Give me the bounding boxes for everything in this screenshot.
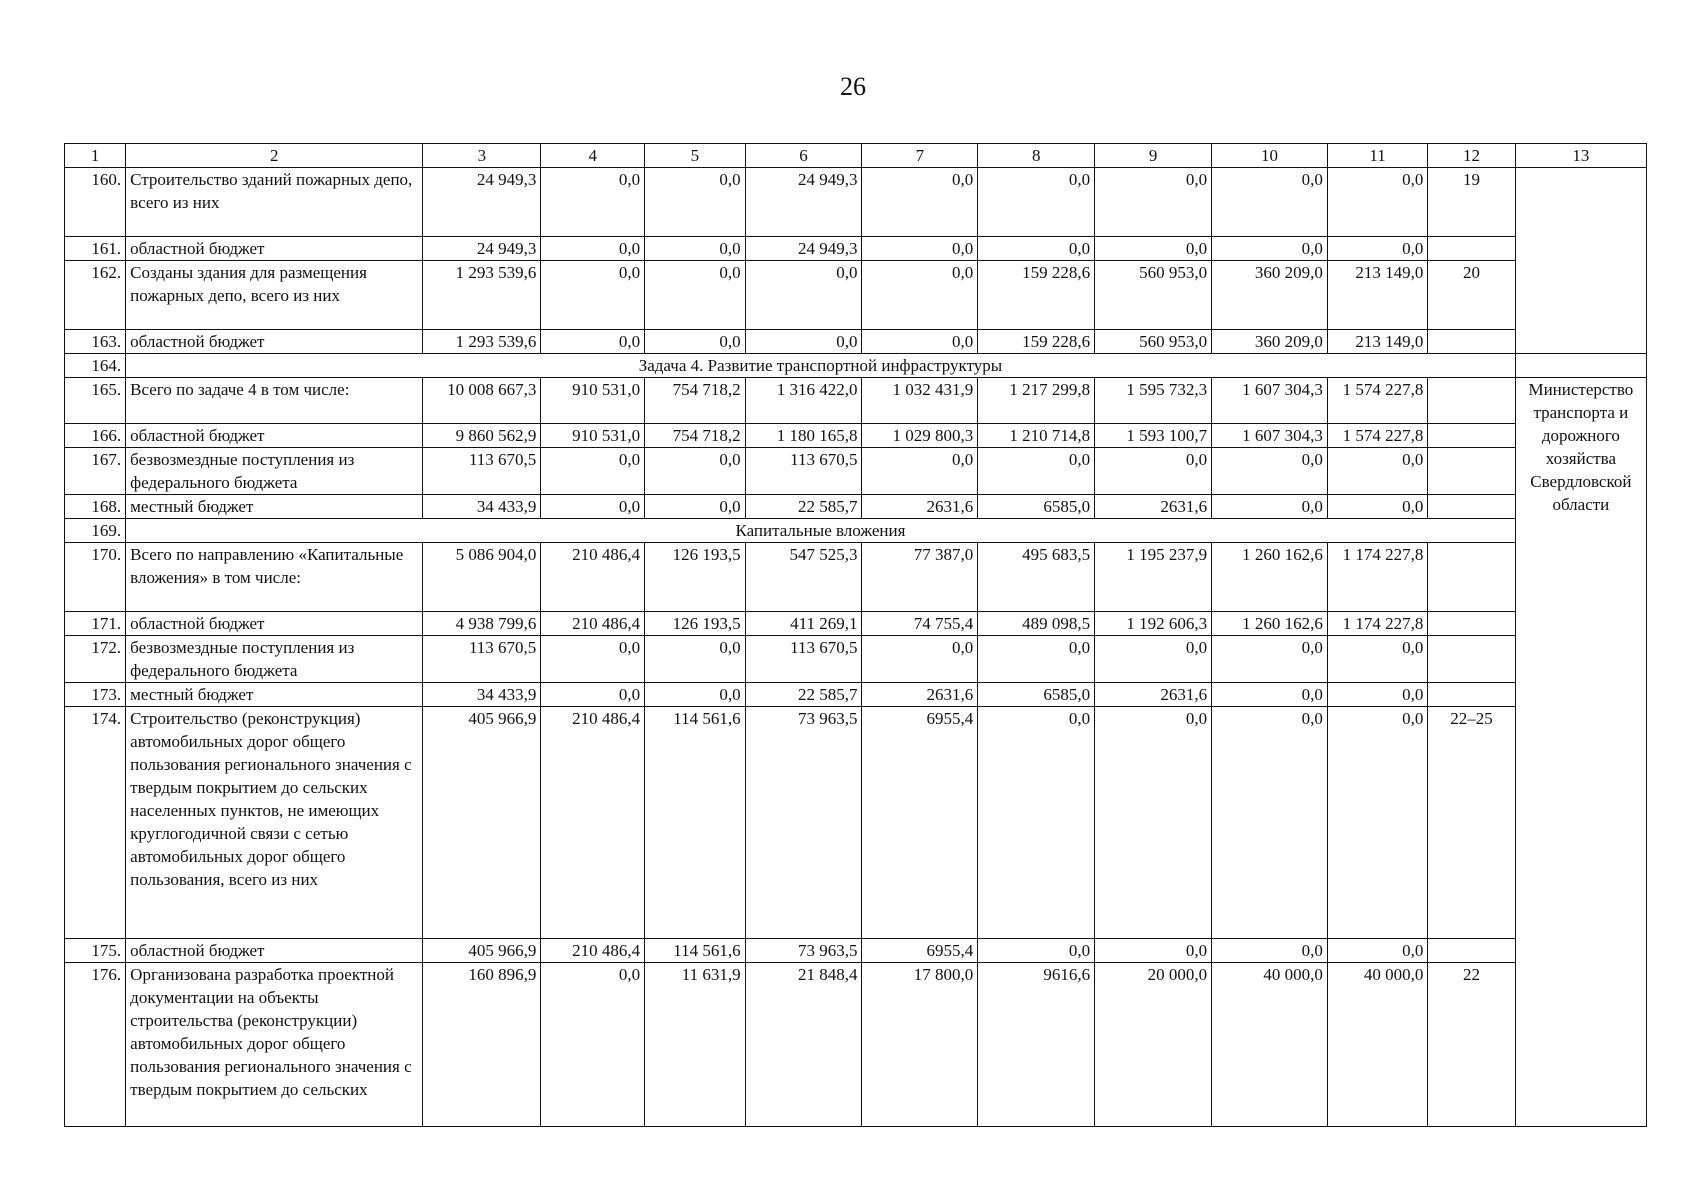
- reference-cell: [1428, 543, 1515, 612]
- value-cell: 0,0: [1212, 707, 1328, 939]
- value-cell: 1 293 539,6: [423, 261, 541, 330]
- column-header: 3: [423, 144, 541, 168]
- row-number: 164.: [65, 354, 126, 378]
- table-row: [65, 354, 1647, 378]
- table-row: [65, 330, 1647, 354]
- row-label: областной бюджет: [126, 237, 423, 261]
- row-label: Строительство зданий пожарных депо, всего из них: [126, 168, 423, 237]
- row-number: 169.: [65, 519, 126, 543]
- row-label: безвозмездные поступления из федерального бюджета: [126, 448, 423, 495]
- value-cell: 0,0: [1327, 237, 1428, 261]
- row-number: 162.: [65, 261, 126, 330]
- table-row: [65, 424, 1647, 448]
- value-cell: 0,0: [1095, 168, 1212, 237]
- row-number: 170.: [65, 543, 126, 612]
- value-cell: 9 860 562,9: [423, 424, 541, 448]
- row-label: Строительство (реконструкция) автомобильных дорог общего пользования регионального значения с твердым покрытием до сельских населенных пунктов, не имеющих круглогодичной связи с сетью автомобильных дорог общего пользования, всего из них: [126, 707, 423, 939]
- row-number: 168.: [65, 495, 126, 519]
- value-cell: 213 149,0: [1327, 261, 1428, 330]
- column-header: 11: [1327, 144, 1428, 168]
- value-cell: 210 486,4: [541, 707, 645, 939]
- row-label: Всего по задаче 4 в том числе:: [126, 378, 423, 424]
- value-cell: 0,0: [978, 707, 1095, 939]
- value-cell: 0,0: [541, 168, 645, 237]
- value-cell: 34 433,9: [423, 495, 541, 519]
- value-cell: 411 269,1: [745, 612, 862, 636]
- value-cell: 0,0: [645, 261, 746, 330]
- value-cell: 754 718,2: [645, 424, 746, 448]
- value-cell: 0,0: [1212, 237, 1328, 261]
- table-row: [65, 543, 1647, 612]
- value-cell: 0,0: [1095, 939, 1212, 963]
- table-row: [65, 612, 1647, 636]
- table-row: [65, 168, 1647, 237]
- value-cell: 0,0: [1095, 636, 1212, 683]
- reference-cell: 22–25: [1428, 707, 1515, 939]
- row-label: областной бюджет: [126, 939, 423, 963]
- reference-cell: [1428, 939, 1515, 963]
- executor-cell: [1515, 168, 1646, 354]
- value-cell: 4 938 799,6: [423, 612, 541, 636]
- value-cell: 0,0: [978, 168, 1095, 237]
- executor-ministry: Министерство транспорта и дорожного хозяйства Свердловской области: [1515, 378, 1646, 1127]
- value-cell: 0,0: [1327, 683, 1428, 707]
- row-label: безвозмездные поступления из федерального бюджета: [126, 636, 423, 683]
- value-cell: 0,0: [1327, 707, 1428, 939]
- reference-cell: [1428, 237, 1515, 261]
- row-number: 176.: [65, 963, 126, 1127]
- row-label: областной бюджет: [126, 424, 423, 448]
- value-cell: 0,0: [1327, 636, 1428, 683]
- value-cell: 360 209,0: [1212, 261, 1328, 330]
- value-cell: 0,0: [978, 939, 1095, 963]
- value-cell: 159 228,6: [978, 330, 1095, 354]
- row-number: 171.: [65, 612, 126, 636]
- value-cell: 11 631,9: [645, 963, 746, 1127]
- value-cell: 0,0: [1212, 636, 1328, 683]
- reference-cell: [1428, 378, 1515, 424]
- value-cell: 1 192 606,3: [1095, 612, 1212, 636]
- row-label: местный бюджет: [126, 495, 423, 519]
- value-cell: 6955,4: [862, 707, 978, 939]
- value-cell: 0,0: [1327, 939, 1428, 963]
- value-cell: 1 210 714,8: [978, 424, 1095, 448]
- value-cell: 22 585,7: [745, 683, 862, 707]
- column-header: 8: [978, 144, 1095, 168]
- value-cell: 2631,6: [1095, 495, 1212, 519]
- row-number: 167.: [65, 448, 126, 495]
- value-cell: 159 228,6: [978, 261, 1095, 330]
- value-cell: 24 949,3: [745, 168, 862, 237]
- value-cell: 77 387,0: [862, 543, 978, 612]
- value-cell: 0,0: [1095, 448, 1212, 495]
- row-number: 160.: [65, 168, 126, 237]
- reference-cell: [1428, 636, 1515, 683]
- section-heading: Капитальные вложения: [126, 519, 1516, 543]
- value-cell: 1 180 165,8: [745, 424, 862, 448]
- column-header-row: [65, 144, 1647, 168]
- value-cell: 114 561,6: [645, 707, 746, 939]
- value-cell: 20 000,0: [1095, 963, 1212, 1127]
- value-cell: 126 193,5: [645, 543, 746, 612]
- value-cell: 0,0: [978, 636, 1095, 683]
- value-cell: 754 718,2: [645, 378, 746, 424]
- value-cell: 0,0: [541, 636, 645, 683]
- value-cell: 0,0: [645, 636, 746, 683]
- value-cell: 73 963,5: [745, 707, 862, 939]
- table-row: [65, 963, 1647, 1127]
- value-cell: 113 670,5: [745, 636, 862, 683]
- table-row: [65, 448, 1647, 495]
- value-cell: 0,0: [645, 237, 746, 261]
- value-cell: 1 174 227,8: [1327, 612, 1428, 636]
- value-cell: 0,0: [645, 495, 746, 519]
- value-cell: 0,0: [1212, 939, 1328, 963]
- value-cell: 40 000,0: [1327, 963, 1428, 1127]
- reference-cell: 22: [1428, 963, 1515, 1127]
- column-header: 2: [126, 144, 423, 168]
- value-cell: 6585,0: [978, 495, 1095, 519]
- row-number: 174.: [65, 707, 126, 939]
- value-cell: 489 098,5: [978, 612, 1095, 636]
- row-number: 175.: [65, 939, 126, 963]
- column-header: 1: [65, 144, 126, 168]
- value-cell: 0,0: [862, 330, 978, 354]
- row-label: местный бюджет: [126, 683, 423, 707]
- table-row: [65, 519, 1647, 543]
- value-cell: 0,0: [645, 448, 746, 495]
- value-cell: 1 607 304,3: [1212, 424, 1328, 448]
- value-cell: 0,0: [745, 261, 862, 330]
- table-row: [65, 707, 1647, 939]
- value-cell: 560 953,0: [1095, 330, 1212, 354]
- value-cell: 0,0: [978, 237, 1095, 261]
- value-cell: 0,0: [862, 168, 978, 237]
- value-cell: 0,0: [645, 683, 746, 707]
- value-cell: 0,0: [1327, 168, 1428, 237]
- value-cell: 6585,0: [978, 683, 1095, 707]
- value-cell: 405 966,9: [423, 939, 541, 963]
- value-cell: 10 008 667,3: [423, 378, 541, 424]
- value-cell: 0,0: [541, 495, 645, 519]
- value-cell: 24 949,3: [423, 168, 541, 237]
- value-cell: 0,0: [1212, 168, 1328, 237]
- row-label: Организована разработка проектной документации на объекты строительства (реконструкции) автомобильных дорог общего пользования регионального значения с твердым покрытием до сельских: [126, 963, 423, 1127]
- column-header: 13: [1515, 144, 1646, 168]
- budget-table: [64, 143, 1647, 1127]
- value-cell: 547 525,3: [745, 543, 862, 612]
- value-cell: 9616,6: [978, 963, 1095, 1127]
- value-cell: 0,0: [541, 330, 645, 354]
- reference-cell: [1428, 424, 1515, 448]
- value-cell: 17 800,0: [862, 963, 978, 1127]
- row-label: областной бюджет: [126, 612, 423, 636]
- row-label: областной бюджет: [126, 330, 423, 354]
- value-cell: 1 316 422,0: [745, 378, 862, 424]
- row-number: 172.: [65, 636, 126, 683]
- value-cell: 34 433,9: [423, 683, 541, 707]
- value-cell: 0,0: [862, 636, 978, 683]
- value-cell: 0,0: [862, 448, 978, 495]
- value-cell: 213 149,0: [1327, 330, 1428, 354]
- column-header: 10: [1212, 144, 1328, 168]
- value-cell: 360 209,0: [1212, 330, 1328, 354]
- value-cell: 405 966,9: [423, 707, 541, 939]
- column-header: 12: [1428, 144, 1515, 168]
- value-cell: 1 607 304,3: [1212, 378, 1328, 424]
- value-cell: 910 531,0: [541, 378, 645, 424]
- value-cell: 910 531,0: [541, 424, 645, 448]
- value-cell: 210 486,4: [541, 543, 645, 612]
- value-cell: 0,0: [541, 448, 645, 495]
- value-cell: 0,0: [1212, 448, 1328, 495]
- row-number: 165.: [65, 378, 126, 424]
- value-cell: 126 193,5: [645, 612, 746, 636]
- column-header: 4: [541, 144, 645, 168]
- executor-cell: [1515, 354, 1646, 378]
- value-cell: 0,0: [1327, 495, 1428, 519]
- row-label: Всего по направлению «Капитальные вложения» в том числе:: [126, 543, 423, 612]
- value-cell: 1 574 227,8: [1327, 424, 1428, 448]
- value-cell: 113 670,5: [745, 448, 862, 495]
- value-cell: 22 585,7: [745, 495, 862, 519]
- value-cell: 21 848,4: [745, 963, 862, 1127]
- value-cell: 6955,4: [862, 939, 978, 963]
- reference-cell: [1428, 495, 1515, 519]
- value-cell: 0,0: [1212, 683, 1328, 707]
- value-cell: 1 174 227,8: [1327, 543, 1428, 612]
- value-cell: 0,0: [541, 261, 645, 330]
- value-cell: 113 670,5: [423, 448, 541, 495]
- value-cell: 1 032 431,9: [862, 378, 978, 424]
- value-cell: 1 293 539,6: [423, 330, 541, 354]
- value-cell: 210 486,4: [541, 612, 645, 636]
- page-number: 26: [840, 72, 866, 101]
- value-cell: 0,0: [1095, 707, 1212, 939]
- table-row: [65, 636, 1647, 683]
- table-row: [65, 261, 1647, 330]
- value-cell: 1 595 732,3: [1095, 378, 1212, 424]
- column-header: 7: [862, 144, 978, 168]
- column-header: 5: [645, 144, 746, 168]
- table-row: [65, 683, 1647, 707]
- table-body: [65, 168, 1647, 1127]
- value-cell: 0,0: [645, 168, 746, 237]
- value-cell: 495 683,5: [978, 543, 1095, 612]
- value-cell: 2631,6: [862, 683, 978, 707]
- value-cell: 113 670,5: [423, 636, 541, 683]
- row-number: 163.: [65, 330, 126, 354]
- reference-cell: [1428, 612, 1515, 636]
- table-row: [65, 378, 1647, 424]
- value-cell: 1 593 100,7: [1095, 424, 1212, 448]
- value-cell: 0,0: [541, 963, 645, 1127]
- value-cell: 0,0: [645, 330, 746, 354]
- value-cell: 0,0: [1212, 495, 1328, 519]
- column-header: 9: [1095, 144, 1212, 168]
- row-number: 161.: [65, 237, 126, 261]
- value-cell: 1 195 237,9: [1095, 543, 1212, 612]
- value-cell: 0,0: [541, 683, 645, 707]
- value-cell: 1 260 162,6: [1212, 543, 1328, 612]
- row-number: 166.: [65, 424, 126, 448]
- column-header: 6: [745, 144, 862, 168]
- reference-cell: 19: [1428, 168, 1515, 237]
- value-cell: 0,0: [862, 261, 978, 330]
- value-cell: 74 755,4: [862, 612, 978, 636]
- value-cell: 2631,6: [1095, 683, 1212, 707]
- value-cell: 0,0: [862, 237, 978, 261]
- value-cell: 0,0: [745, 330, 862, 354]
- value-cell: 0,0: [1327, 448, 1428, 495]
- value-cell: 24 949,3: [745, 237, 862, 261]
- reference-cell: [1428, 683, 1515, 707]
- value-cell: 1 217 299,8: [978, 378, 1095, 424]
- value-cell: 560 953,0: [1095, 261, 1212, 330]
- value-cell: 1 260 162,6: [1212, 612, 1328, 636]
- table-row: [65, 237, 1647, 261]
- value-cell: 1 574 227,8: [1327, 378, 1428, 424]
- value-cell: 0,0: [978, 448, 1095, 495]
- value-cell: 2631,6: [862, 495, 978, 519]
- reference-cell: [1428, 330, 1515, 354]
- value-cell: 160 896,9: [423, 963, 541, 1127]
- value-cell: 1 029 800,3: [862, 424, 978, 448]
- value-cell: 24 949,3: [423, 237, 541, 261]
- value-cell: 5 086 904,0: [423, 543, 541, 612]
- table-row: [65, 495, 1647, 519]
- value-cell: 114 561,6: [645, 939, 746, 963]
- value-cell: 210 486,4: [541, 939, 645, 963]
- reference-cell: 20: [1428, 261, 1515, 330]
- row-number: 173.: [65, 683, 126, 707]
- value-cell: 0,0: [541, 237, 645, 261]
- table-row: [65, 939, 1647, 963]
- value-cell: 0,0: [1095, 237, 1212, 261]
- row-label: Созданы здания для размещения пожарных депо, всего из них: [126, 261, 423, 330]
- value-cell: 73 963,5: [745, 939, 862, 963]
- reference-cell: [1428, 448, 1515, 495]
- section-heading: Задача 4. Развитие транспортной инфраструктуры: [126, 354, 1516, 378]
- value-cell: 40 000,0: [1212, 963, 1328, 1127]
